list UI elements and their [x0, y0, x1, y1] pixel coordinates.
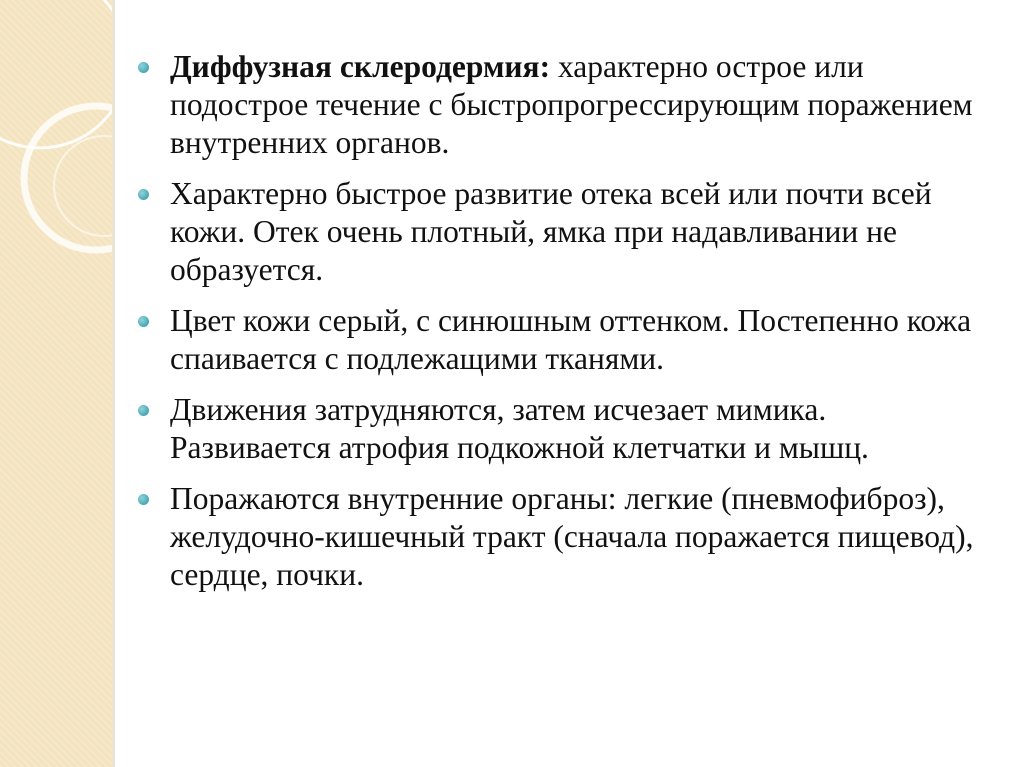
- decorative-side-panel: [0, 0, 112, 767]
- decorative-ring-small: [54, 136, 112, 236]
- bullet-dot-icon: [138, 316, 149, 327]
- bullet-dot-icon: [138, 189, 149, 200]
- bullet-dot-icon: [138, 62, 149, 73]
- bullet-text: Движения затрудняются, затем исчезает мимика. Развивается атрофия подкожной клетчатки и мышц.: [170, 392, 869, 465]
- decorative-rings: [0, 0, 112, 767]
- panel-divider: [112, 0, 115, 767]
- decorative-ring-medium: [24, 106, 112, 250]
- bullet-item-5: [138, 480, 988, 594]
- bullet-item-3: [138, 302, 988, 378]
- bullet-dot-icon: [138, 494, 149, 505]
- bullet-text: характерно острое или подострое течение с быстропрогрессирующим поражением внутренних органов.: [170, 49, 973, 160]
- bullet-text: Характерно быстрое развитие отека всей или почти всей кожи. Отек очень плотный, ямка при надавливании не образуется.: [170, 176, 932, 287]
- bullet-term: Диффузная склеродермия:: [170, 49, 551, 84]
- decorative-ring-large: [0, 0, 112, 148]
- bullet-item-2: [138, 175, 988, 289]
- bullet-item-1: [138, 48, 988, 162]
- bullet-text: Цвет кожи серый, с синюшным оттенком. Постепенно кожа спаивается с подлежащими тканями.: [170, 303, 972, 376]
- bullet-list: [138, 48, 988, 594]
- slide-content: [138, 48, 988, 607]
- bullet-item-4: [138, 391, 988, 467]
- bullet-dot-icon: [138, 405, 149, 416]
- bullet-text: Поражаются внутренние органы: легкие (пневмофиброз), желудочно-кишечный тракт (сначала поражается пищевод), сердце, почки.: [170, 481, 974, 592]
